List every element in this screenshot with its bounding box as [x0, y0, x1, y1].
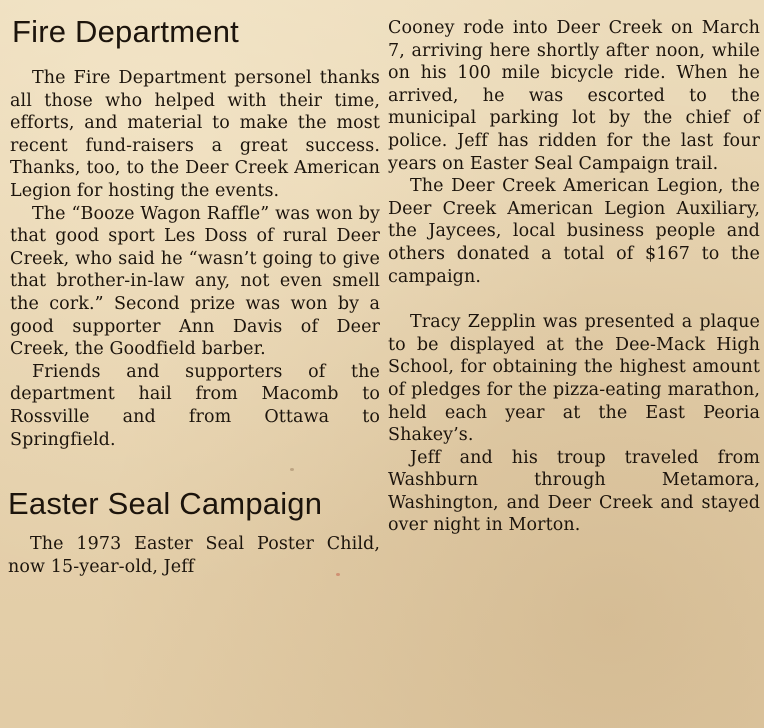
easter-paragraph-route: Jeff and his troup traveled from Washburn through Metamora, Washington, and Deer Creek and stayed over night in Morton. [388, 447, 760, 536]
easter-paragraph-intro: The 1973 Easter Seal Poster Child, now 15-year-old, Jeff [8, 534, 380, 577]
fire-paragraph-supporters: Friends and supporters of the department hail from Macomb to Rossville and from Ottawa to Springfield. [10, 361, 380, 450]
easter-paragraph-ride: Cooney rode into Deer Creek on March 7, arriving here shortly after noon, while on his 100 mile bicycle ride. When he arrived, he was escorted to the municipal parking lot by the chief of police. Jeff has ridden for the last four years on Easter Seal Campaign trail. [388, 18, 760, 174]
fire-department-headline: Fire Department [12, 14, 239, 49]
paper-speck [290, 468, 294, 471]
fire-paragraph-thanks: The Fire Department personel thanks all those who helped with their time, efforts, and material to make the most recent fund-raisers a great success. Thanks, too, to the Deer Creek American Legion for hosting the events. [10, 68, 380, 201]
fire-paragraph-raffle: The “Booze Wagon Raffle” was won by that good sport Les Doss of rural Deer Creek, who said he “wasn’t going to give that brother-in-law any, not even smell the cork.” Second prize was won by a good supporter Ann Davis of Deer Creek, the Goodfield barber. [10, 203, 380, 360]
left-column [8, 0, 380, 578]
paragraph-spacer [388, 288, 760, 311]
right-column [388, 0, 760, 537]
paper-speck [336, 573, 340, 576]
easter-seal-article-start [8, 533, 380, 578]
easter-paragraph-donations: The Deer Creek American Legion, the Deer Creek American Legion Auxiliary, the Jaycees, local business people and others donated a total of $167 to the campaign. [388, 176, 760, 287]
fire-department-article [8, 67, 380, 451]
easter-seal-article-continued [388, 17, 760, 537]
easter-seal-headline: Easter Seal Campaign [8, 486, 323, 522]
easter-paragraph-plaque: Tracy Zepplin was presented a plaque to be displayed at the Dee-Mack High School, for obtaining the highest amount of pledges for the pizza-eating marathon, held each year at the East Peoria Shakey’s. [388, 312, 760, 446]
